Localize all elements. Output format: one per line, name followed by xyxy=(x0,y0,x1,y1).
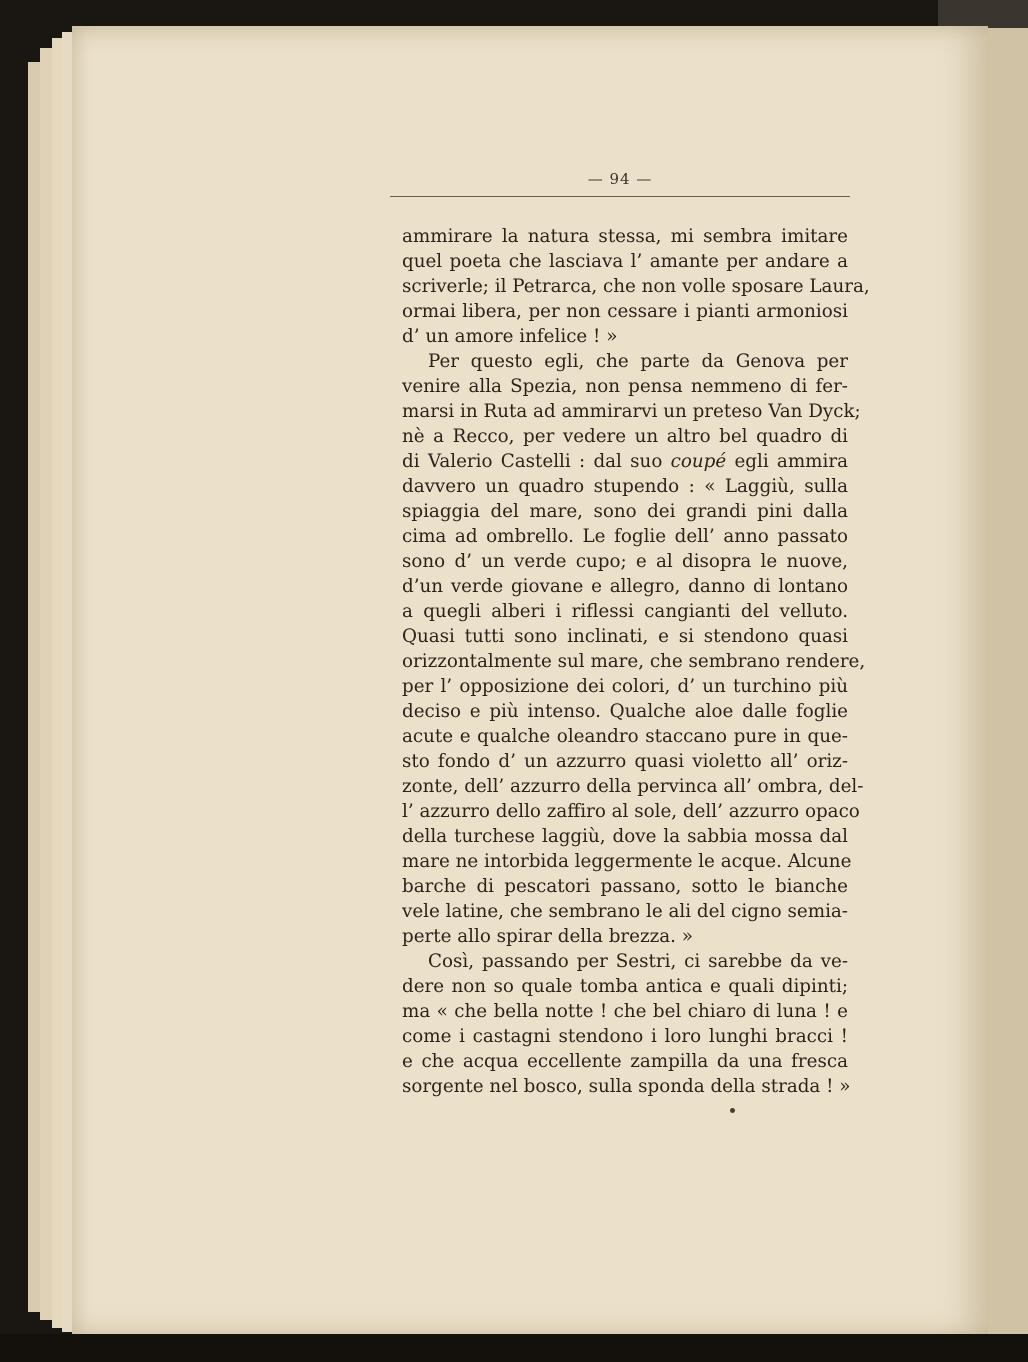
text-line: sono d’ un verde cupo; e al disopra le nuove, xyxy=(402,551,848,572)
text-line: zonte, dell’ azzurro della pervinca all’ ombra, del- xyxy=(402,776,864,797)
text-line: sorgente nel bosco, sulla sponda della strada ! » xyxy=(402,1076,851,1097)
text-line: sto fondo d’ un azzurro quasi violetto all’ oriz- xyxy=(402,751,848,772)
text-line: ma « che bella notte ! che bel chiaro di luna ! e xyxy=(402,1001,848,1022)
text-line: ammirare la natura stessa, mi sembra imitare xyxy=(402,226,848,247)
text-line: deciso e più intenso. Qualche aloe dalle foglie xyxy=(402,701,848,722)
text-line: per l’ opposizione dei colori, d’ un turchino più xyxy=(402,676,848,697)
text-line: come i castagni stendono i loro lunghi bracci ! xyxy=(402,1026,848,1047)
text-line: d’ un amore infelice ! » xyxy=(402,326,618,347)
text-line: di Valerio Castelli : dal suo coupé egli ammira xyxy=(402,451,848,472)
header-rule xyxy=(390,196,850,197)
text-line: venire alla Spezia, non pensa nemmeno di fer- xyxy=(402,376,848,397)
text-line: Per questo egli, che parte da Genova per xyxy=(428,351,848,372)
text-line: orizzontalmente sul mare, che sembrano rendere, xyxy=(402,651,866,672)
text-line: Quasi tutti sono inclinati, e si stendono quasi xyxy=(402,626,848,647)
body-text xyxy=(402,224,870,1099)
page-header xyxy=(390,170,850,200)
text-line: l’ azzurro dello zaffiro al sole, dell’ azzurro opaco xyxy=(402,801,860,822)
text-line: perte allo spirar della brezza. » xyxy=(402,926,693,947)
page-number: — 94 — xyxy=(587,170,653,188)
text-line: Così, passando per Sestri, ci sarebbe da ve- xyxy=(428,951,848,972)
text-line: a quegli alberi i riflessi cangianti del velluto. xyxy=(402,601,848,622)
text-line: davvero un quadro stupendo : « Laggiù, sulla xyxy=(402,476,848,497)
text-line: d’un verde giovane e allegro, danno di lontano xyxy=(402,576,848,597)
text-line: barche di pescatori passano, sotto le bianche xyxy=(402,876,848,897)
text-line: mare ne intorbida leggermente le acque. Alcune xyxy=(402,851,852,872)
text-line: cima ad ombrello. Le foglie dell’ anno passato xyxy=(402,526,848,547)
text-line: scriverle; il Petrarca, che non volle sposare Laura, xyxy=(402,276,870,297)
ink-speck xyxy=(730,1108,735,1113)
text-line: spiaggia del mare, sono dei grandi pini dalla xyxy=(402,501,848,522)
text-line: acute e qualche oleandro staccano pure in que- xyxy=(402,726,848,747)
facing-page-edge xyxy=(986,28,1028,1334)
text-line: nè a Recco, per vedere un altro bel quadro di xyxy=(402,426,848,447)
text-line: ormai libera, per non cessare i pianti armoniosi xyxy=(402,301,848,322)
text-line: vele latine, che sembrano le ali del cigno semia- xyxy=(402,901,848,922)
text-line: della turchese laggiù, dove la sabbia mossa dal xyxy=(402,826,848,847)
text-line: dere non so quale tomba antica e quali dipinti; xyxy=(402,976,848,997)
text-line: marsi in Ruta ad ammirarvi un preteso Van Dyck; xyxy=(402,401,861,422)
text-line: e che acqua eccellente zampilla da una fresca xyxy=(402,1051,848,1072)
scanner-bed xyxy=(0,1334,1028,1362)
text-line: quel poeta che lasciava l’ amante per andare a xyxy=(402,251,848,272)
